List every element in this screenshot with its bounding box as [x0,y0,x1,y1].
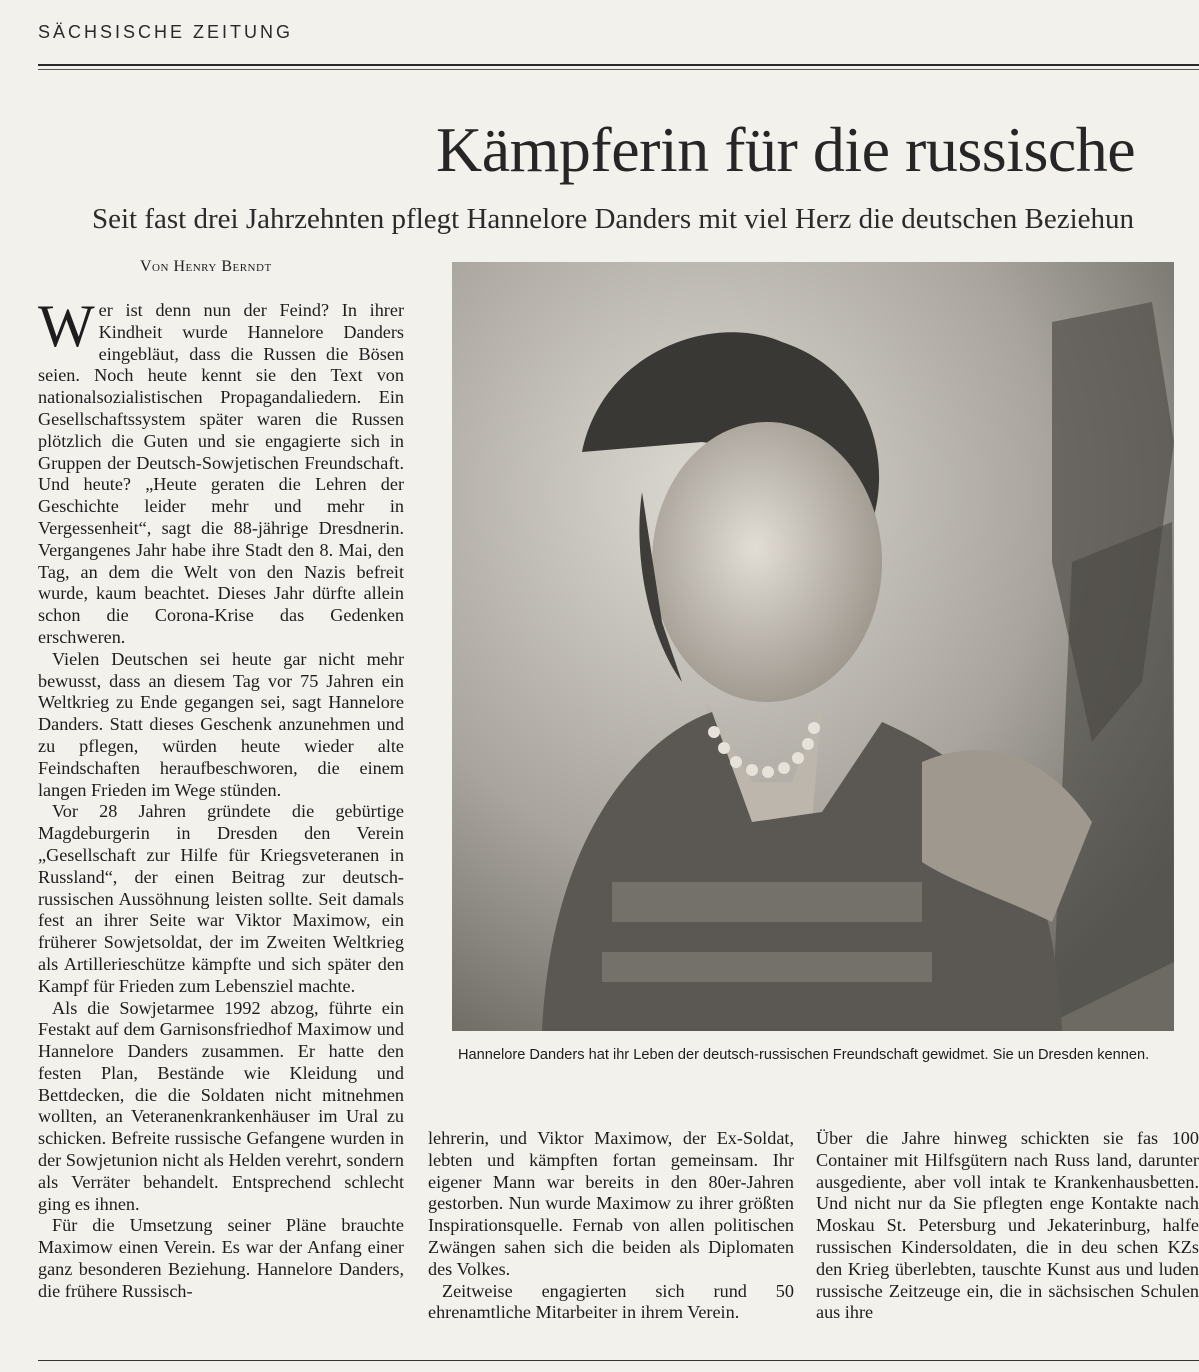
paragraph: lehrerin, und Viktor Maximow, der Ex-Soldat, lebten und kämpften fortan gemeinsam. Ihr eigener Mann war bereits in den 80er-Jahren gestorben. Nun wurde Maximow zu ihrer größten Inspirationsquelle. Fernab von allen politischen Zwängen sahen sich die beiden als Diplomaten des Volkes. [428,1128,794,1279]
masthead-rule [38,64,1199,66]
paragraph: Vor 28 Jahren gründete die gebürtige Magdeburgerin in Dresden den Verein „Gesellschaft zur Hilfe für Kriegsveteranen in Russland“, der einen Beitrag zur deutsch-russischen Aussöhnung leisten sollte. Seit damals fest an ihrer Seite war Viktor Maximow, ein früherer Sowjetsoldat, der im Zweiten Weltkrieg als Artillerieschütze kämpfte und sich später den Kampf für Frieden zum Lebensziel machte. [38,801,404,996]
paragraph [38,293,404,649]
article-column-1 [38,293,404,1303]
masthead-rule-thin [38,69,1199,70]
byline: Von Henry Berndt [140,258,272,275]
paragraph: Vielen Deutschen sei heute gar nicht mehr bewusst, dass an diesem Tag vor 75 Jahren ein Weltkrieg zu Ende gegangen sei, sagt Hannelore Danders. Statt dieses Geschenk anzunehmen und zu pflegen, würden heute wieder alte Feindschaften heraufbeschworen, die einem langen Frieden im Wege stünden. [38,648,404,800]
portrait-photo-illustration [452,262,1174,1031]
subhead: Seit fast drei Jahrzehnten pflegt Hannelore Danders mit viel Herz die deutschen Beziehun [92,203,1135,235]
masthead: SÄCHSISCHE ZEITUNG [38,22,294,42]
article-column-3 [816,1128,1199,1324]
page-bottom-rule [38,1360,1199,1361]
drop-cap: W [38,293,95,359]
article-photo [452,262,1174,1031]
paragraph: Zeitweise engagierten sich rund 50 ehrenamtliche Mitarbeiter in ihrem Verein. [428,1280,794,1323]
paragraph: Als die Sowjetarmee 1992 abzog, führte ein Festakt auf dem Garnisonsfriedhof Maximow und Hannelore Danders zusammen. Er hatte den festen Plan, Bestände wie Kleidung und Bettdecken, die die Soldaten nicht mitnehmen wollten, an Veteranenkrankenhäuser im Ural zu schicken. Befreite russische Gefangene wurden in der Sowjetunion nicht als Helden verehrt, sondern als Verräter behandelt. Entsprechend schlecht ging es ihnen. [38,997,404,1214]
photo-caption: Hannelore Danders hat ihr Leben der deutsch-russischen Freundschaft gewidmet. Sie un Dresden kennen. [458,1047,1150,1063]
paragraph: Für die Umsetzung seiner Pläne brauchte Maximow einen Verein. Es war der Anfang einer ganz besonderen Beziehung. Hannelore Danders, die frühere Russisch- [38,1215,404,1301]
paragraph-text: er ist denn nun der Feind? In ihrer Kindheit wurde Hannelore Danders eingebläut, dass die Russen die Bösen seien. Noch heute kennt sie den Text von nationalsozialistischen Propagandaliedern. Ein Gesellschaftssystem später waren die Russen plötzlich die Guten und sie engagierte sich in Gruppen der Deutsch-Sowjetischen Freundschaft. Und heute? „Heute geraten die Lehren der Geschichte leider mehr und mehr in Vergessenheit“, sagt die 88-jährige Dresdnerin. Vergangenes Jahr habe ihre Stadt den 8. Mai, den Tag, an dem die Welt von den Nazis befreit wurde, kaum beachtet. Dieses Jahr dürfte allein schon die Corona-Krise das Gedenken erschweren. [38,300,404,647]
headline: Kämpferin für die russische [436,114,1136,185]
article-column-2 [428,1128,794,1324]
paragraph: Über die Jahre hinweg schickten sie fas 100 Container mit Hilfsgütern nach Russ land, darunter ausgediente, aber voll intak te Krankenhausbetten. Und nicht nur da Sie pflegten enge Kontakte nach Moskau St. Petersburg und Jekaterinburg, halfe russischen Kindersoldaten, die in deu schen KZs den Krieg überlebten, tauschte Kunst aus und luden russische Zeitzeuge ein, die in sächsischen Schulen aus ihre [816,1128,1199,1323]
